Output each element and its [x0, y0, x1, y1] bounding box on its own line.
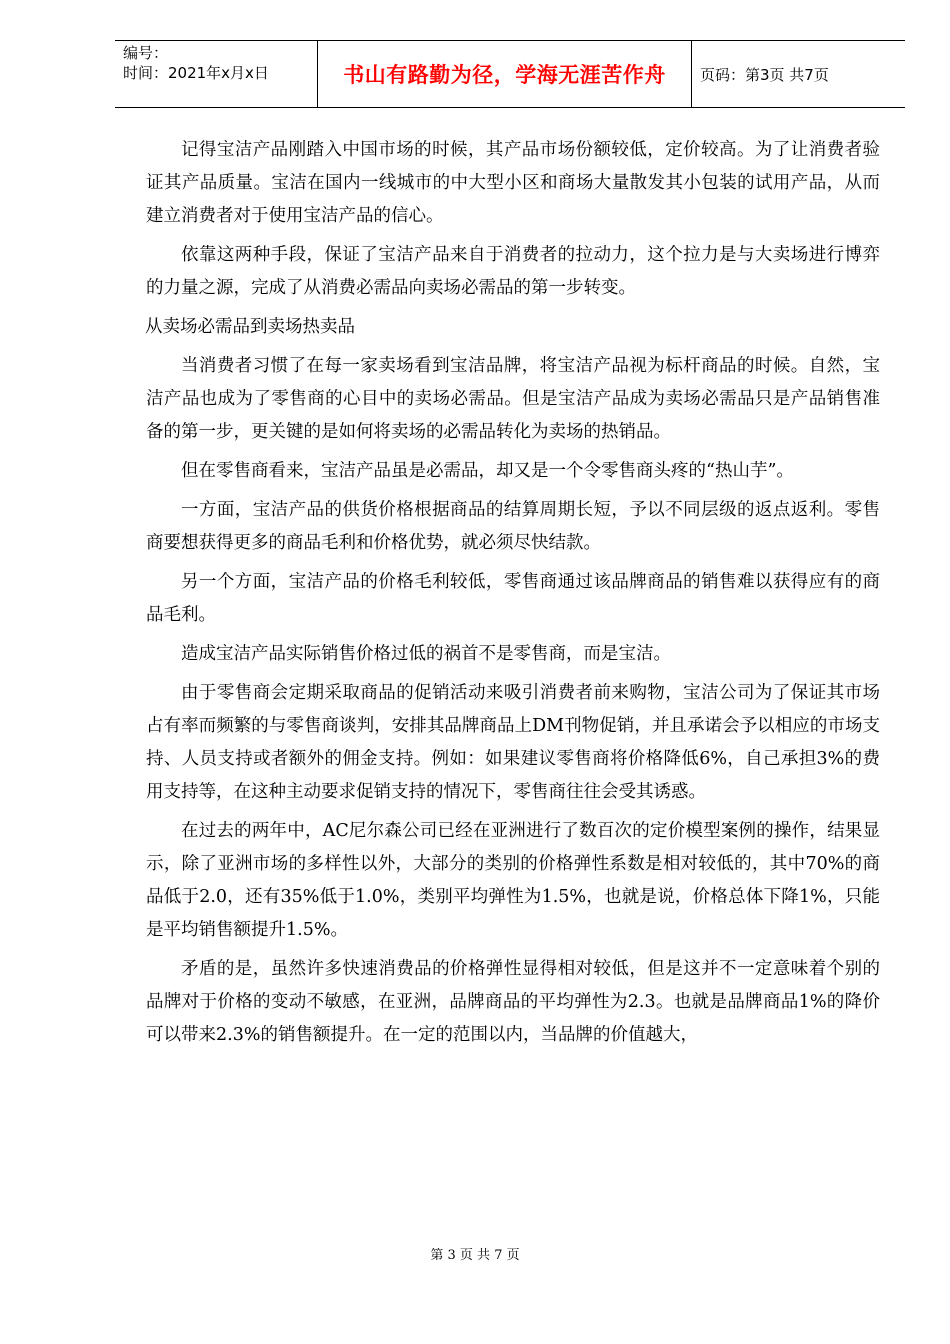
header-motto: 书山有路勤为径，学海无涯苦作舟 — [317, 41, 692, 107]
serial-label: 编号： — [123, 44, 169, 62]
paragraph: 当消费者习惯了在每一家卖场看到宝洁品牌，将宝洁产品视为标杆商品的时候。自然，宝洁产品也成为了零售商的心目中的卖场必需品。但是宝洁产品成为卖场必需品只是产品销售准备的第一步，更关键的是如何将卖场的必需品转化为卖场的热销品。 — [146, 356, 880, 442]
paragraph: 造成宝洁产品实际销售价格过低的祸首不是零售商，而是宝洁。 — [181, 644, 671, 664]
section-heading: 从卖场必需品到卖场热卖品 — [145, 317, 355, 337]
document-body — [146, 134, 880, 1058]
paragraph: 记得宝洁产品刚踏入中国市场的时候，其产品市场份额较低，定价较高。为了让消费者验证其产品质量。宝洁在国内一线城市的中大型小区和商场大量散发其小包装的试用产品，从而建立消费者对于使用宝洁产品的信心。 — [146, 140, 880, 226]
paragraph: 依靠这两种手段，保证了宝洁产品来自于消费者的拉动力，这个拉力是与大卖场进行博弈的力量之源，完成了从消费必需品向卖场必需品的第一步转变。 — [146, 245, 880, 298]
paragraph: 矛盾的是，虽然许多快速消费品的价格弹性显得相对较低，但是这并不一定意味着个别的品牌对于价格的变动不敏感，在亚洲，品牌商品的平均弹性为2.3。也就是品牌商品1%的降价可以带来2.3%的销售额提升。在一定的范围以内，当品牌的价值越大， — [146, 959, 880, 1045]
page-header — [115, 40, 905, 108]
header-meta — [115, 41, 317, 107]
date-line: 时间：2021年x月x日 — [123, 64, 269, 82]
paragraph: 但在零售商看来，宝洁产品虽是必需品，却又是一个令零售商头疼的“热山芋”。 — [181, 461, 794, 481]
paragraph: 在过去的两年中，AC尼尔森公司已经在亚洲进行了数百次的定价模型案例的操作，结果显示，除了亚洲市场的多样性以外，大部分的类别的价格弹性系数是相对较低的，其中70%的商品低于2.0，还有35%低于1.0%，类别平均弹性为1.5%，也就是说，价格总体下降1%，只能是平均销售额提升1.5%。 — [146, 821, 880, 940]
paragraph: 一方面，宝洁产品的供货价格根据商品的结算周期长短，予以不同层级的返点返利。零售商要想获得更多的商品毛利和价格优势，就必须尽快结款。 — [146, 500, 880, 553]
paragraph: 另一个方面，宝洁产品的价格毛利较低，零售商通过该品牌商品的销售难以获得应有的商品毛利。 — [146, 572, 880, 625]
header-page-info: 页码：第3页 共7页 — [700, 65, 829, 84]
paragraph: 由于零售商会定期采取商品的促销活动来吸引消费者前来购物，宝洁公司为了保证其市场占有率而频繁的与零售商谈判，安排其品牌商品上DM刊物促销，并且承诺会予以相应的市场支持、人员支持或者额外的佣金支持。例如：如果建议零售商将价格降低6%，自己承担3%的费用支持等，在这种主动要求促销支持的情况下，零售商往往会受其诱惑。 — [146, 683, 880, 802]
page-footer: 第 3 页 共 7 页 — [430, 1248, 520, 1263]
